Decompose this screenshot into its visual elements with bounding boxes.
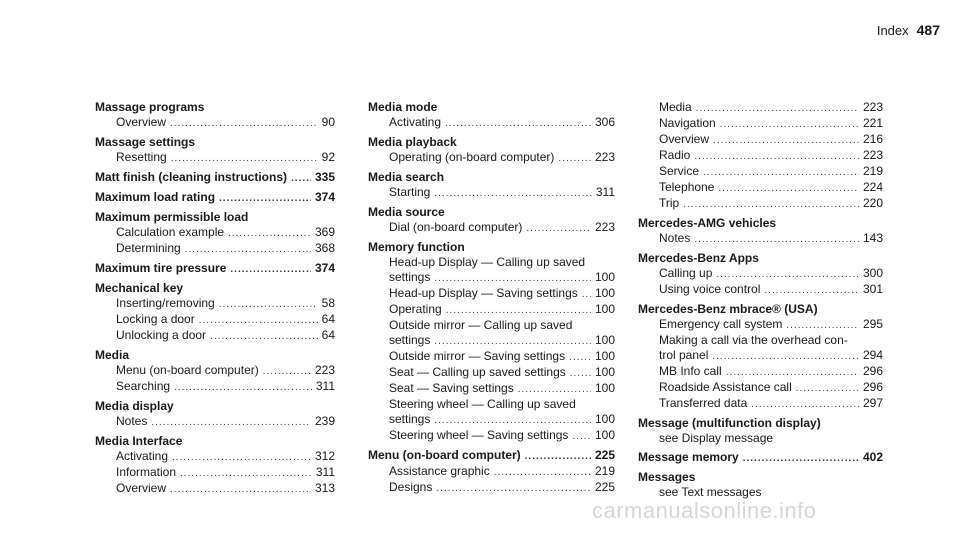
dot-leader — [696, 101, 859, 116]
entry-text: Seat — Saving settings — [389, 381, 514, 395]
dot-leader — [151, 415, 311, 430]
dot-leader — [210, 329, 318, 344]
page-ref[interactable]: 306 — [594, 115, 615, 129]
entry-text: Overview — [116, 115, 167, 129]
entry-text: Head-up Display — Saving settings — [389, 286, 578, 300]
entry-text: Menu (on-board computer) — [368, 448, 521, 462]
entry-text: Resetting — [116, 150, 167, 164]
page-ref[interactable]: 223 — [594, 220, 615, 234]
entry-text: Mercedes-Benz mbrace® (USA) — [638, 302, 818, 316]
dot-leader — [558, 151, 591, 166]
page-ref[interactable]: 311 — [315, 465, 335, 479]
page-ref[interactable]: 295 — [862, 317, 883, 331]
index-heading — [95, 170, 335, 186]
entry-text: Activating — [389, 115, 442, 129]
dot-leader — [718, 181, 859, 196]
index-subentry — [368, 302, 615, 318]
entry-text: Message memory — [638, 450, 739, 464]
dot-leader — [180, 466, 312, 481]
page-ref[interactable]: 64 — [321, 312, 335, 326]
entry-text: Trip — [659, 196, 680, 210]
entry-text: settings — [389, 412, 431, 426]
page-ref[interactable]: 100 — [594, 333, 615, 347]
index-subentry — [95, 225, 335, 241]
dot-leader — [786, 318, 859, 333]
index-heading — [95, 348, 335, 363]
entry-text: Calculation example — [116, 225, 225, 239]
index-heading — [368, 135, 615, 150]
entry-text: Calling up — [659, 266, 713, 280]
page-ref[interactable]: 223 — [314, 363, 335, 377]
page-ref[interactable]: 223 — [862, 148, 883, 162]
index-subentry — [368, 318, 615, 333]
entry-text: Emergency call system — [659, 317, 783, 331]
dot-leader — [434, 271, 591, 286]
page-number: 487 — [916, 22, 940, 38]
page-ref[interactable]: 311 — [595, 185, 615, 199]
entry-text: Seat — Calling up saved settings — [389, 365, 566, 379]
entry-text: Head-up Display — Calling up saved — [389, 255, 586, 269]
index-heading — [638, 251, 883, 266]
page-ref[interactable]: 300 — [862, 266, 883, 280]
page-ref[interactable]: 313 — [314, 481, 335, 495]
index-subentry — [638, 132, 883, 148]
index-heading — [95, 190, 335, 206]
entry-text: Matt finish (cleaning instructions) — [95, 170, 288, 184]
dot-leader — [683, 197, 859, 212]
index-subentry — [638, 380, 883, 396]
index-subentry — [368, 270, 615, 286]
index-subentry — [638, 282, 883, 298]
dot-leader — [434, 334, 591, 349]
dot-leader — [720, 117, 859, 132]
entry-text: Inserting/removing — [116, 296, 215, 310]
page-ref[interactable]: 100 — [594, 412, 615, 426]
index-subentry — [95, 465, 335, 481]
dot-leader — [570, 366, 591, 381]
index-subentry — [638, 164, 883, 180]
index-subentry — [368, 365, 615, 381]
entry-text: Notes — [116, 414, 148, 428]
page-ref[interactable]: 223 — [594, 150, 615, 164]
entry-text: Operating — [389, 302, 442, 316]
index-subentry — [638, 396, 883, 412]
entry-text: trol panel — [659, 348, 709, 362]
entry-text: Telephone — [659, 180, 715, 194]
dot-leader — [230, 262, 311, 277]
entry-text: Media display — [95, 399, 174, 413]
page-ref[interactable]: 368 — [314, 241, 335, 255]
dot-leader — [170, 116, 318, 131]
page-ref[interactable]: 223 — [862, 100, 883, 114]
index-subentry — [638, 148, 883, 164]
entry-text: Searching — [116, 379, 171, 393]
entry-text: Massage programs — [95, 100, 205, 114]
dot-leader — [219, 191, 311, 206]
index-subentry — [95, 363, 335, 379]
index-subentry — [95, 241, 335, 257]
index-subentry — [638, 333, 883, 348]
watermark: carmanualsonline.info — [592, 498, 817, 523]
page-header — [877, 22, 940, 38]
index-subentry — [638, 431, 883, 446]
dot-leader — [434, 413, 591, 428]
entry-text: Maximum tire pressure — [95, 261, 227, 275]
entry-text: Maximum permissible load — [95, 210, 249, 224]
entry-text: Media — [95, 348, 130, 362]
index-heading — [638, 416, 883, 431]
dot-leader — [525, 449, 591, 464]
index-heading — [638, 470, 883, 485]
index-heading — [95, 210, 335, 225]
page-ref[interactable]: 100 — [594, 381, 615, 395]
dot-leader — [199, 313, 318, 328]
entry-text: settings — [389, 333, 431, 347]
index-heading — [95, 100, 335, 115]
dot-leader — [569, 350, 591, 365]
index-subentry — [368, 381, 615, 397]
index-subentry — [368, 349, 615, 365]
page-ref[interactable]: 311 — [315, 379, 335, 393]
entry-text: Mercedes-AMG vehicles — [638, 216, 777, 230]
page-ref[interactable]: 239 — [314, 414, 335, 428]
entry-text: Service — [659, 164, 700, 178]
entry-text: Media — [659, 100, 692, 114]
page-ref[interactable]: 296 — [862, 364, 883, 378]
index-subentry — [368, 115, 615, 131]
index-subentry — [95, 328, 335, 344]
dot-leader — [172, 450, 311, 465]
index-subentry — [368, 480, 615, 496]
index-subentry — [638, 231, 883, 247]
index-column-3 — [638, 100, 883, 500]
index-subentry — [368, 220, 615, 236]
page-ref[interactable]: 225 — [594, 480, 615, 494]
entry-text: Message (multifunction display) — [638, 416, 821, 430]
dot-leader — [572, 429, 591, 444]
page-ref[interactable]: 374 — [314, 190, 335, 204]
page-ref[interactable]: 100 — [594, 428, 615, 442]
entry-text: Transferred data — [659, 396, 748, 410]
entry-text: Navigation — [659, 116, 716, 130]
entry-text: see Text messages — [659, 485, 762, 499]
entry-text: Media source — [368, 205, 445, 219]
entry-text: Operating (on-board computer) — [389, 150, 555, 164]
entry-text: Using voice control — [659, 282, 761, 296]
page-ref[interactable]: 402 — [862, 450, 883, 464]
entry-text: Outside mirror — Calling up saved — [389, 318, 573, 332]
index-heading — [638, 302, 883, 317]
dot-leader — [263, 364, 311, 379]
index-subentry — [638, 180, 883, 196]
header-label: Index — [876, 23, 909, 38]
entry-text: Overview — [659, 132, 710, 146]
entry-text: Locking a door — [116, 312, 195, 326]
entry-text: Media playback — [368, 135, 457, 149]
dot-leader — [726, 365, 859, 380]
page-ref[interactable]: 143 — [862, 231, 883, 245]
entry-text: Designs — [389, 480, 433, 494]
dot-leader — [174, 380, 312, 395]
index-subentry — [638, 116, 883, 132]
dot-leader — [703, 165, 859, 180]
page-ref[interactable]: 221 — [862, 116, 883, 130]
entry-text: Steering wheel — Calling up saved — [389, 397, 576, 411]
page-ref[interactable]: 100 — [594, 286, 615, 300]
index-subentry — [95, 379, 335, 395]
index-heading — [368, 240, 615, 255]
index-subentry — [368, 412, 615, 428]
dot-leader — [219, 297, 318, 312]
page-ref[interactable]: 374 — [314, 261, 335, 275]
index-subentry — [368, 150, 615, 166]
index-subentry — [638, 100, 883, 116]
dot-leader — [764, 283, 859, 298]
page-ref[interactable]: 100 — [594, 270, 615, 284]
index-subentry — [95, 296, 335, 312]
page-ref[interactable]: 369 — [314, 225, 335, 239]
entry-text: Assistance graphic — [389, 464, 490, 478]
entry-text: Activating — [116, 449, 169, 463]
index-subentry — [95, 150, 335, 166]
page-ref[interactable]: 224 — [862, 180, 883, 194]
index-heading — [95, 281, 335, 296]
page-ref[interactable]: 297 — [862, 396, 883, 410]
index-heading — [368, 205, 615, 220]
page-ref[interactable]: 301 — [862, 282, 883, 296]
dot-leader — [796, 381, 859, 396]
entry-text: Making a call via the overhead con- — [659, 333, 848, 347]
dot-leader — [518, 382, 591, 397]
page-ref[interactable]: 100 — [594, 302, 615, 316]
page-ref[interactable]: 216 — [862, 132, 883, 146]
entry-text: Media mode — [368, 100, 438, 114]
dot-leader — [743, 451, 859, 466]
index-subentry — [95, 312, 335, 328]
entry-text: Maximum load rating — [95, 190, 216, 204]
index-subentry — [95, 414, 335, 430]
index-subentry — [638, 266, 883, 282]
page-ref[interactable]: 219 — [594, 464, 615, 478]
index-heading — [638, 216, 883, 231]
dot-leader — [582, 287, 591, 302]
index-subentry — [95, 115, 335, 131]
entry-text: MB Info call — [659, 364, 722, 378]
index-subentry — [368, 464, 615, 480]
index-subentry — [368, 185, 615, 201]
entry-text: Media search — [368, 170, 445, 184]
page-ref[interactable]: 100 — [594, 365, 615, 379]
page-ref[interactable]: 58 — [321, 296, 335, 310]
index-column-2 — [368, 100, 615, 496]
index-heading — [95, 434, 335, 449]
entry-text: Notes — [659, 231, 691, 245]
index-subentry — [638, 348, 883, 364]
page-ref[interactable]: 100 — [594, 349, 615, 363]
dot-leader — [713, 133, 859, 148]
index-subentry — [368, 428, 615, 444]
dot-leader — [434, 186, 592, 201]
dot-leader — [446, 303, 591, 318]
index-subentry — [638, 317, 883, 333]
entry-text: Media Interface — [95, 434, 183, 448]
page-ref[interactable]: 92 — [321, 150, 335, 164]
dot-leader — [526, 221, 591, 236]
entry-text: Starting — [389, 185, 431, 199]
page-ref[interactable]: 312 — [314, 449, 335, 463]
index-subentry — [368, 333, 615, 349]
dot-leader — [291, 171, 311, 186]
dot-leader — [712, 349, 859, 364]
page-ref[interactable]: 64 — [321, 328, 335, 342]
entry-text: Outside mirror — Saving settings — [389, 349, 566, 363]
dot-leader — [170, 482, 311, 497]
dot-leader — [716, 267, 859, 282]
index-column-1 — [95, 100, 335, 497]
index-subentry — [638, 196, 883, 212]
entry-text: see Display message — [659, 431, 774, 445]
entry-text: Steering wheel — Saving settings — [389, 428, 569, 442]
index-heading — [638, 450, 883, 466]
index-heading — [368, 448, 615, 464]
page-ref[interactable]: 220 — [862, 196, 883, 210]
dot-leader — [228, 226, 311, 241]
index-heading — [95, 399, 335, 414]
entry-text: Roadside Assistance call — [659, 380, 792, 394]
index-subentry — [95, 449, 335, 465]
page-ref[interactable]: 335 — [314, 170, 335, 184]
entry-text: Information — [116, 465, 177, 479]
entry-text: Unlocking a door — [116, 328, 207, 342]
entry-text: Radio — [659, 148, 691, 162]
entry-text: Memory function — [368, 240, 465, 254]
index-heading — [368, 100, 615, 115]
entry-text: Messages — [638, 470, 696, 484]
entry-text: Mechanical key — [95, 281, 184, 295]
index-heading — [95, 135, 335, 150]
index-subentry — [638, 364, 883, 380]
entry-text: Mercedes-Benz Apps — [638, 251, 759, 265]
index-subentry — [368, 397, 615, 412]
dot-leader — [751, 397, 859, 412]
page-ref[interactable]: 296 — [862, 380, 883, 394]
index-subentry — [368, 255, 615, 270]
entry-text: settings — [389, 270, 431, 284]
entry-text: Overview — [116, 481, 167, 495]
index-subentry — [368, 286, 615, 302]
dot-leader — [436, 481, 591, 496]
dot-leader — [171, 151, 318, 166]
entry-text: Menu (on-board computer) — [116, 363, 259, 377]
dot-leader — [694, 149, 859, 164]
page-ref[interactable]: 294 — [862, 348, 883, 362]
index-subentry — [95, 481, 335, 497]
index-heading — [368, 170, 615, 185]
entry-text: Determining — [116, 241, 181, 255]
page-ref[interactable]: 90 — [321, 115, 335, 129]
index-heading — [95, 261, 335, 277]
entry-text: Massage settings — [95, 135, 196, 149]
dot-leader — [694, 232, 859, 247]
page-ref[interactable]: 219 — [862, 164, 883, 178]
dot-leader — [185, 242, 311, 257]
page-ref[interactable]: 225 — [594, 448, 615, 462]
entry-text: Dial (on-board computer) — [389, 220, 523, 234]
dot-leader — [494, 465, 591, 480]
dot-leader — [445, 116, 591, 131]
